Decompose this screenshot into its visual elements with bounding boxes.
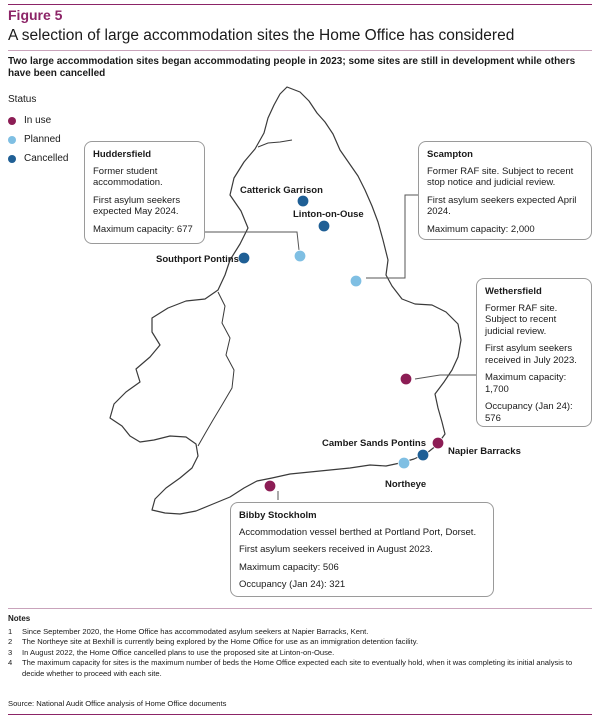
site-label-camber-sands-pontins: Camber Sands Pontins <box>322 438 426 449</box>
site-marker-scampton <box>350 275 362 287</box>
callout-line: Former RAF site. Subject to recent stop notice and judicial review. <box>427 165 574 188</box>
legend-item-in-use <box>8 111 68 130</box>
callout-wethersfield <box>476 278 592 427</box>
note-text: The Northeye site at Bexhill is currently being explored by the Home Office for use as an immigration detention facility. <box>22 637 419 646</box>
callout-line: First asylum seekers expected May 2024. <box>93 194 181 217</box>
callout-line: Maximum capacity: 677 <box>93 223 193 235</box>
note-item <box>8 648 592 659</box>
figure-label: Figure 5 <box>8 7 63 23</box>
site-label-southport-pontins: Southport Pontins <box>156 254 239 265</box>
callout-title: Huddersfield <box>93 149 152 160</box>
site-label-linton-on-ouse: Linton-on-Ouse <box>293 209 364 220</box>
note-number: 3 <box>8 647 13 657</box>
note-number: 4 <box>8 658 13 667</box>
site-marker-napier-barracks <box>432 437 444 449</box>
site-marker-southport-pontins <box>238 252 250 264</box>
note-item <box>8 627 592 638</box>
note-text: Since September 2020, the Home Office has accommodated asylum seekers at Napier Barracks, Kent. <box>22 626 369 636</box>
figure-subtitle: Two large accommodation sites began accommodating people in 2023; some sites are still in development while others have been cancelled <box>8 56 576 79</box>
site-label-catterick-garrison: Catterick Garrison <box>240 185 323 196</box>
callout-title: Bibby Stockholm <box>239 510 317 521</box>
site-marker-bibby-stockholm <box>264 480 276 492</box>
note-text: The maximum capacity for sites is the maximum number of beds the Home Office expected each site to eventually hold, when it was completing its initial analysis to decide whether to proceed with each site. <box>22 658 573 678</box>
in-use-dot-icon <box>8 117 16 125</box>
site-marker-wethersfield <box>400 373 412 385</box>
note-item <box>8 637 592 648</box>
callout-line: First asylum seekers received in August 2023. <box>239 544 433 555</box>
callout-title: Wethersfield <box>485 286 542 297</box>
legend-label: Cancelled <box>24 153 69 164</box>
cancelled-dot-icon <box>8 155 16 163</box>
site-label-napier-barracks: Napier Barracks <box>448 446 521 457</box>
callout-line: Former student accommodation. <box>93 165 163 188</box>
callout-line: First asylum seekers received in July 2023. <box>485 343 577 366</box>
site-marker-linton-on-ouse <box>318 220 330 232</box>
source-note: Source: National Audit Office analysis of Home Office documents <box>8 699 227 708</box>
site-label-northeye: Northeye <box>385 479 427 490</box>
note-number: 1 <box>8 626 13 636</box>
callout-line: First asylum seekers expected April 2024. <box>427 194 577 217</box>
callout-line: Maximum capacity: 1,700 <box>485 372 567 395</box>
callout-line: Maximum capacity: 2,000 <box>427 223 535 235</box>
note-number: 2 <box>8 637 13 646</box>
notes-title: Notes <box>8 614 31 623</box>
site-marker-huddersfield <box>294 250 306 262</box>
top-rule <box>8 4 592 5</box>
legend-label: In use <box>24 115 52 126</box>
notes-section <box>8 614 592 679</box>
note-item <box>8 658 592 679</box>
callout-line: Occupancy (Jan 24): 576 <box>485 401 573 424</box>
callout-huddersfield <box>84 141 205 244</box>
figure-title: A selection of large accommodation sites the Home Office has considered <box>8 27 515 44</box>
callout-line: Occupancy (Jan 24): 321 <box>239 579 346 590</box>
callout-line: Accommodation vessel berthed at Portland Port, Dorset. <box>239 526 477 538</box>
callout-line: Former RAF site. Subject to recent judicial review. <box>485 302 558 337</box>
bottom-rule <box>8 714 592 715</box>
site-marker-camber-sands-pontins <box>417 449 429 461</box>
legend-title: Status <box>8 94 37 105</box>
title-rule <box>8 50 592 51</box>
site-marker-northeye <box>398 457 410 469</box>
notes-rule <box>8 608 592 609</box>
status-legend <box>8 94 68 168</box>
legend-item-planned <box>8 130 68 149</box>
legend-item-cancelled <box>8 149 68 168</box>
callout-line: Maximum capacity: 506 <box>239 561 339 573</box>
planned-dot-icon <box>8 136 16 144</box>
callout-scampton <box>418 141 592 240</box>
site-marker-catterick-garrison <box>297 195 309 207</box>
callout-title: Scampton <box>427 149 473 160</box>
callout-bibby-stockholm <box>230 502 494 597</box>
legend-label: Planned <box>24 134 61 145</box>
note-text: In August 2022, the Home Office cancelled plans to use the proposed site at Linton-on-Ouse. <box>22 647 335 657</box>
